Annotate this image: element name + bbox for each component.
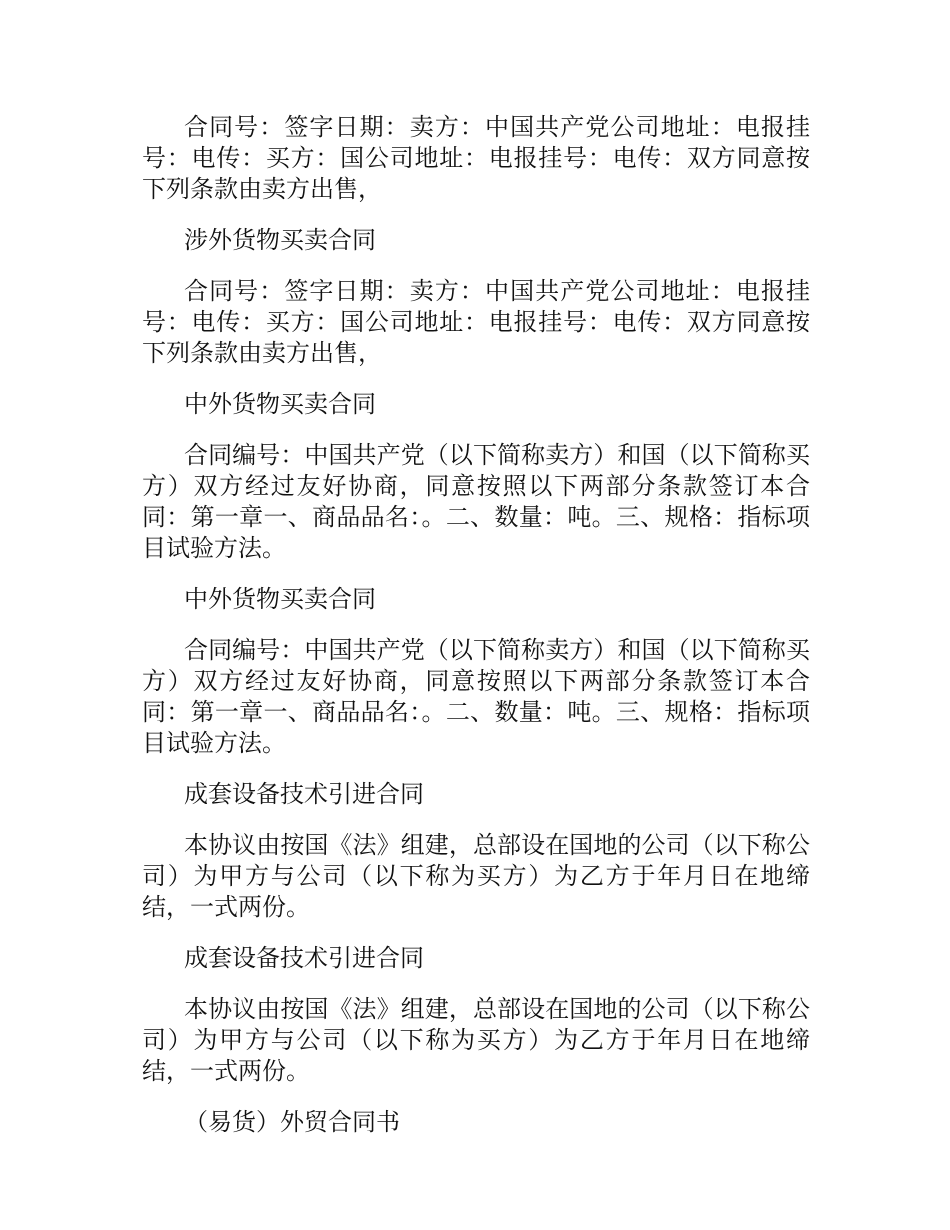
paragraph-6: 本协议由按国《法》组建，总部设在国地的公司（以下称公司）为甲方与公司（以下称为买方）为乙方于年月日在地缔结，一式两份。 bbox=[142, 995, 810, 1085]
section-heading-3: 中外货物买卖合同 bbox=[184, 585, 376, 613]
document-page bbox=[142, 112, 810, 1158]
section-heading-6: （易货）外贸合同书 bbox=[184, 1108, 400, 1136]
section-heading-2: 中外货物买卖合同 bbox=[184, 390, 376, 418]
paragraph-3: 合同编号：中国共产党（以下简称卖方）和国（以下简称买方）双方经过友好协商，同意按照以下两部分条款签订本合同：第一章一、商品品名：。二、数量：吨。三、规格：指标项目试验方法。 bbox=[142, 441, 810, 562]
section-heading-4: 成套设备技术引进合同 bbox=[184, 780, 424, 808]
paragraph-4: 合同编号：中国共产党（以下简称卖方）和国（以下简称买方）双方经过友好协商，同意按照以下两部分条款签订本合同：第一章一、商品品名：。二、数量：吨。三、规格：指标项目试验方法。 bbox=[142, 636, 810, 757]
paragraph-5: 本协议由按国《法》组建，总部设在国地的公司（以下称公司）为甲方与公司（以下称为买方）为乙方于年月日在地缔结，一式两份。 bbox=[142, 831, 810, 921]
section-heading-1: 涉外货物买卖合同 bbox=[184, 226, 376, 254]
section-heading-5: 成套设备技术引进合同 bbox=[184, 944, 424, 972]
paragraph-2: 合同号：签字日期：卖方：中国共产党公司地址：电报挂号：电传：买方：国公司地址：电报挂号：电传：双方同意按下列条款由卖方出售， bbox=[142, 277, 810, 367]
paragraph-1: 合同号：签字日期：卖方：中国共产党公司地址：电报挂号：电传：买方：国公司地址：电报挂号：电传：双方同意按下列条款由卖方出售， bbox=[142, 113, 810, 203]
